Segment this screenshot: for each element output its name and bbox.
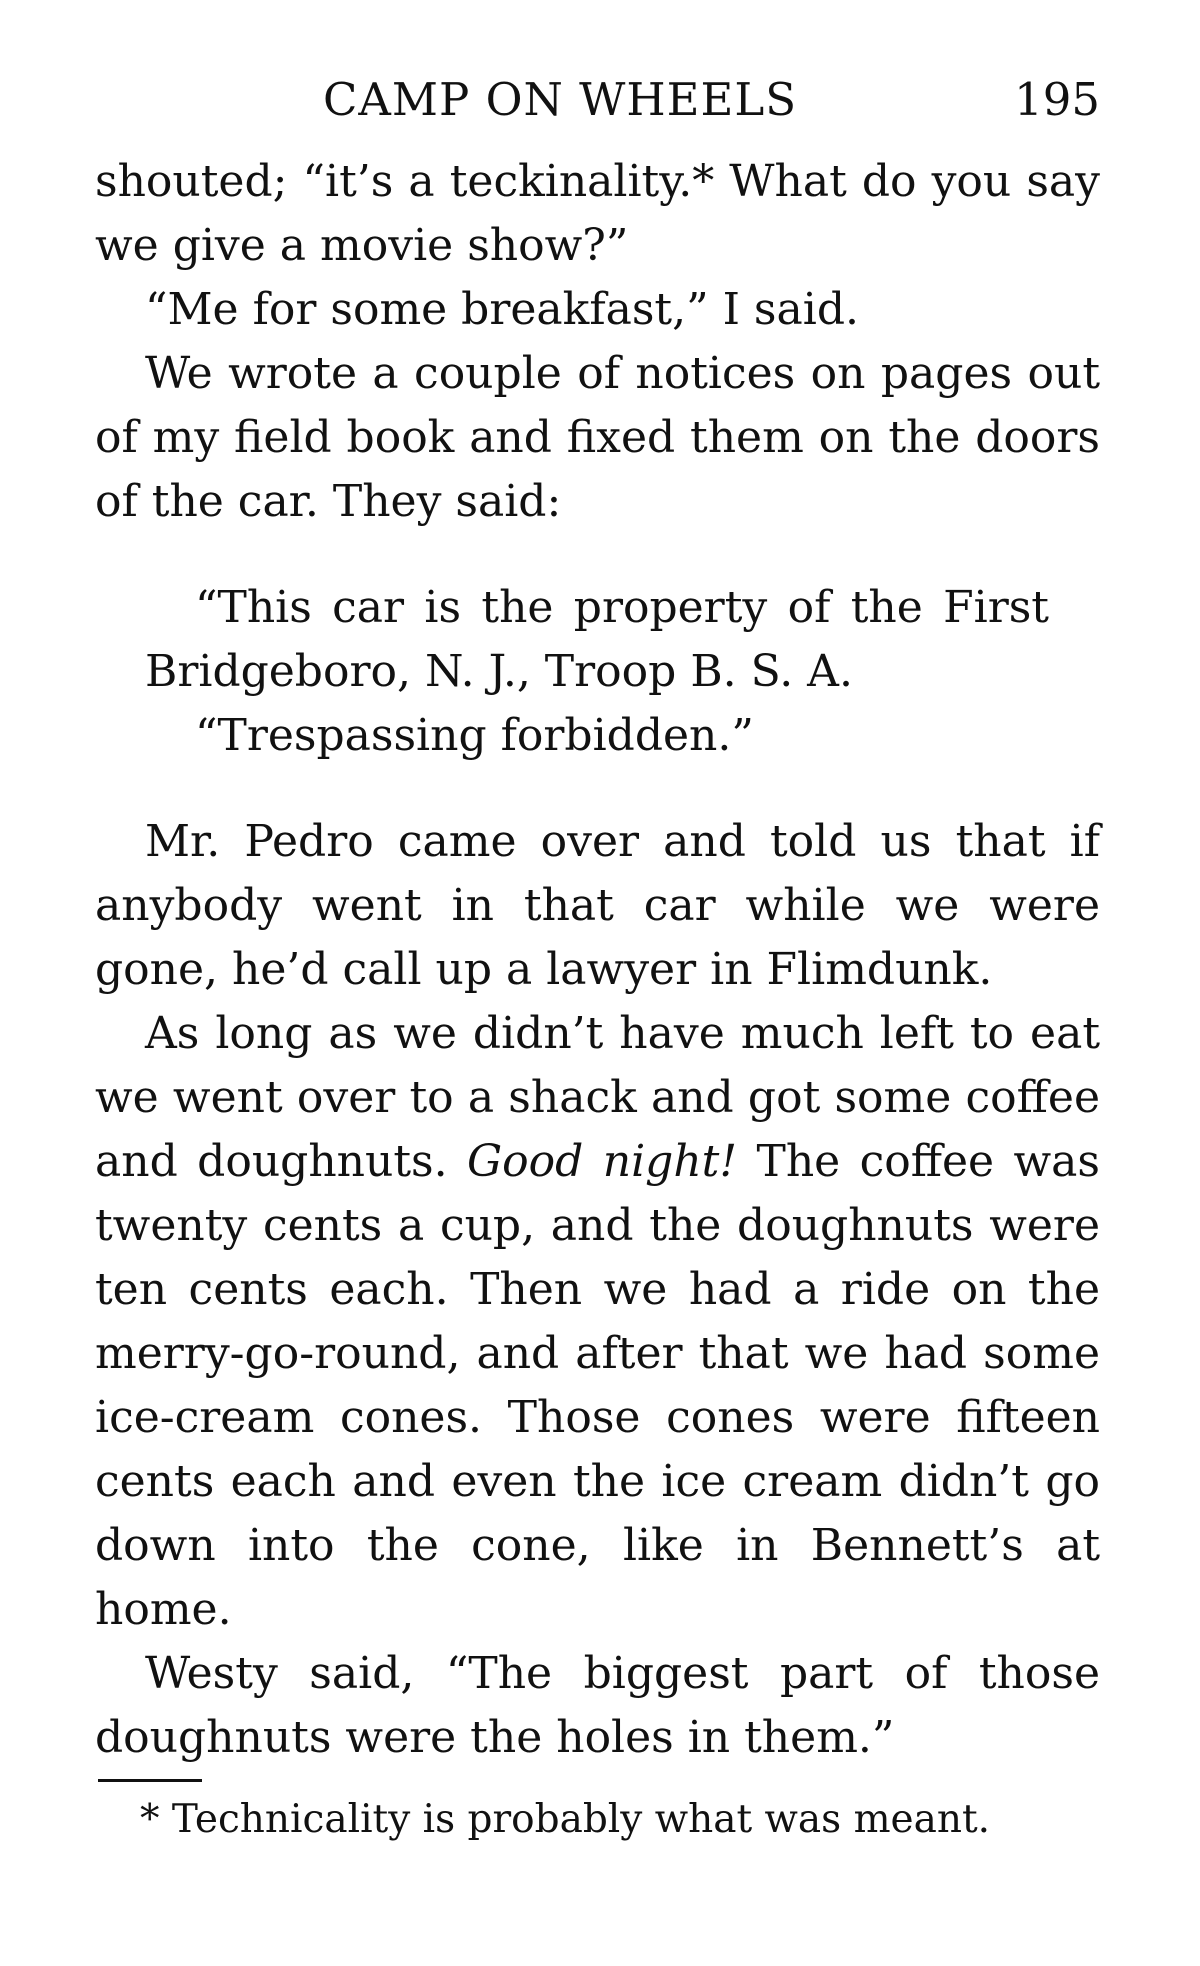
running-head	[95, 70, 1100, 130]
paragraph-6: Westy said, “The biggest part of those doughnuts were the holes in them.”	[95, 1648, 1100, 1763]
paragraph-5-italic: Good night!	[467, 1136, 738, 1187]
paragraph-5	[95, 1002, 1100, 1642]
footnote-rule	[98, 1779, 202, 1782]
paragraph-3: We wrote a couple of notices on pages out of my field book and fixed them on the doors of the car. They said:	[95, 348, 1100, 527]
paragraph-2: “Me for some breakfast,” I said.	[145, 284, 859, 335]
notice-line-1: “This car is the property of the First Bridgeboro, N. J., Troop B. S. A.	[145, 582, 1049, 697]
paragraph-5-end: The coffee was twenty cents a cup, and the doughnuts were ten cents each. Then we had a ride on the merry-go-round, and after that we had some ice-cream cones. Those cones were fifteen cents each and even the ice cream didn’t go down into the cone, like in Bennett’s at home.	[95, 1136, 1100, 1635]
paragraph-1: shouted; “it’s a teckinality.* What do you say we give a movie show?”	[95, 156, 1100, 271]
running-head-title: CAMP ON WHEELS	[323, 73, 798, 126]
body-text	[95, 150, 1100, 1770]
notice-quote	[145, 576, 1049, 768]
footnote: * Technicality is probably what was meant.	[140, 1797, 991, 1842]
paragraph-5-start: As long as we didn’t have much left to eat we went over to a shack and got some coffee and doughnuts.	[95, 1008, 1100, 1187]
page-number: 195	[1014, 73, 1100, 126]
paragraph-4: Mr. Pedro came over and told us that if anybody went in that car while we were gone, he’d call up a lawyer in Flimdunk.	[95, 816, 1100, 995]
notice-line-2: “Trespassing forbidden.”	[195, 710, 754, 761]
